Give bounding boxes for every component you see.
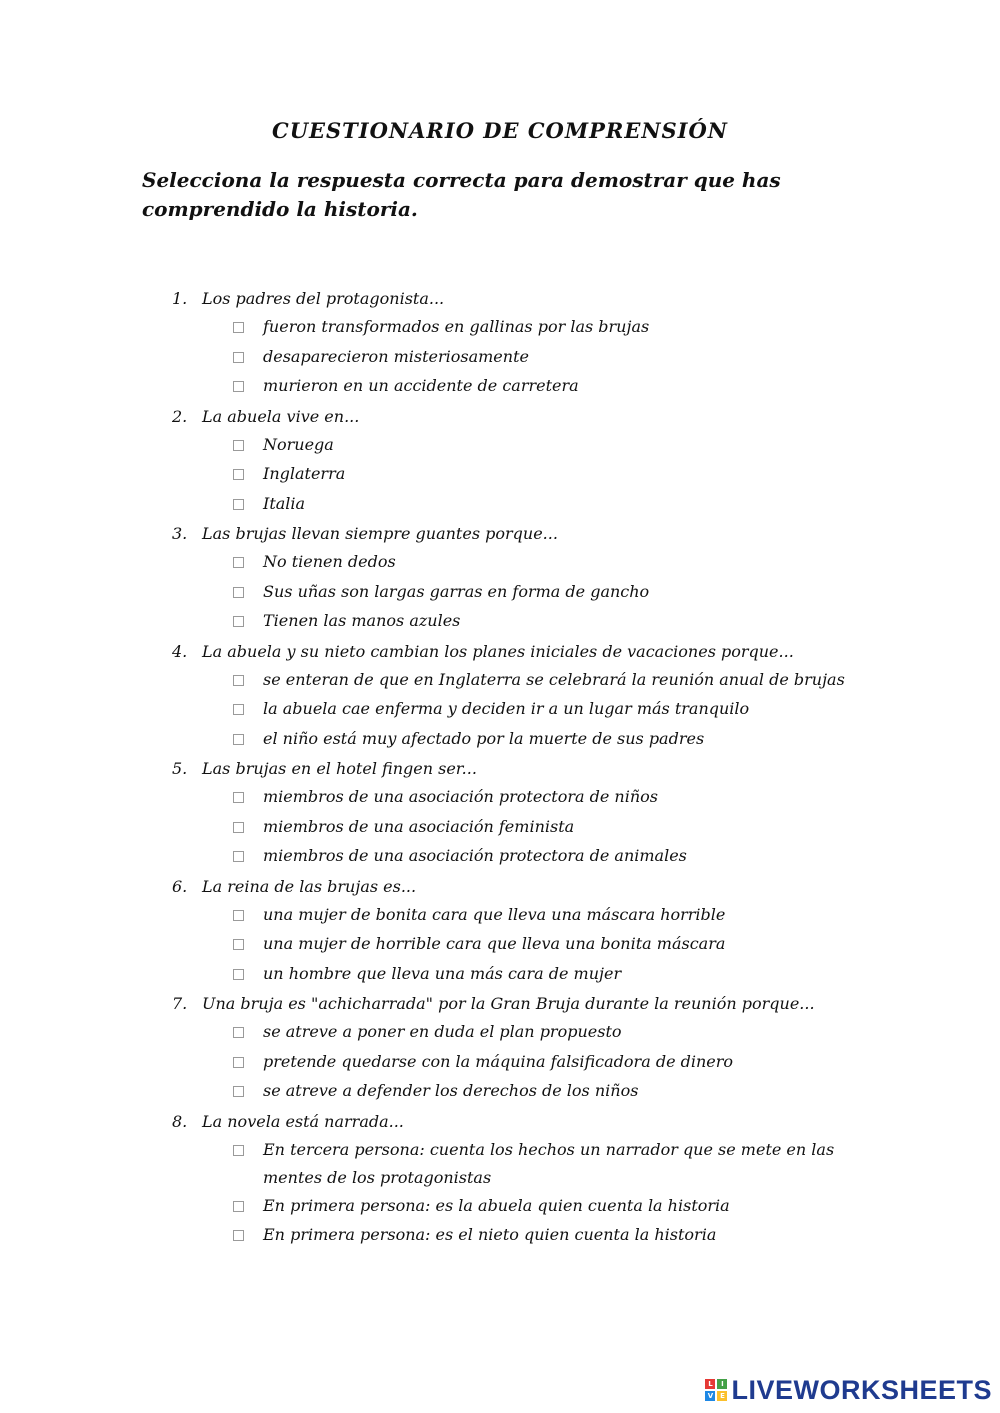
answer-option[interactable] bbox=[172, 372, 872, 402]
question-7 bbox=[172, 989, 872, 1107]
question-text: La abuela y su nieto cambian los planes iniciales de vacaciones porque... bbox=[202, 641, 794, 661]
checkbox-icon[interactable] bbox=[233, 822, 244, 833]
answer-option[interactable] bbox=[172, 1077, 872, 1107]
answer-option-label: miembros de una asociación protectora de niños bbox=[263, 787, 658, 806]
question-3 bbox=[172, 519, 872, 637]
checkbox-icon[interactable] bbox=[233, 1230, 244, 1241]
answer-option-label: murieron en un accidente de carretera bbox=[263, 376, 579, 395]
answer-option[interactable] bbox=[172, 1192, 872, 1222]
question-number: 8. bbox=[172, 1111, 188, 1131]
question-line bbox=[172, 519, 872, 548]
answer-option-label: pretende quedarse con la máquina falsificadora de dinero bbox=[263, 1051, 734, 1071]
checkbox-icon[interactable] bbox=[233, 616, 244, 627]
question-line bbox=[172, 872, 872, 901]
question-text: La abuela vive en... bbox=[202, 406, 360, 426]
answer-options bbox=[172, 666, 872, 755]
question-line bbox=[172, 989, 872, 1018]
answer-option-label: Tienen las manos azules bbox=[263, 611, 461, 630]
question-text: La reina de las brujas es... bbox=[202, 876, 417, 896]
checkbox-icon[interactable] bbox=[233, 910, 244, 921]
question-number: 1. bbox=[172, 289, 188, 308]
logo-blocks-icon bbox=[705, 1379, 727, 1401]
question-text: La novela está narrada... bbox=[202, 1111, 404, 1131]
answer-option[interactable] bbox=[172, 431, 872, 461]
checkbox-icon[interactable] bbox=[233, 851, 244, 862]
question-text: Los padres del protagonista... bbox=[202, 289, 445, 308]
question-text: Las brujas en el hotel fingen ser... bbox=[202, 759, 477, 778]
question-text: Una bruja es "achicharrada" por la Gran Bruja durante la reunión porque... bbox=[202, 994, 815, 1013]
checkbox-icon[interactable] bbox=[233, 704, 244, 715]
answer-option[interactable] bbox=[172, 548, 872, 578]
question-4 bbox=[172, 637, 872, 755]
answer-option-label: En primera persona: es el nieto quien cuenta la historia bbox=[263, 1225, 717, 1244]
checkbox-icon[interactable] bbox=[233, 969, 244, 980]
answer-option[interactable] bbox=[172, 1136, 872, 1192]
answer-option-label: el niño está muy afectado por la muerte de sus padres bbox=[263, 728, 705, 748]
checkbox-icon[interactable] bbox=[233, 381, 244, 392]
question-line bbox=[172, 402, 872, 431]
answer-option[interactable] bbox=[172, 725, 872, 755]
answer-option[interactable] bbox=[172, 842, 872, 872]
answer-options bbox=[172, 1136, 872, 1251]
question-number: 3. bbox=[172, 524, 188, 543]
question-number: 6. bbox=[172, 876, 188, 896]
answer-option-label: se atreve a defender los derechos de los niños bbox=[263, 1081, 639, 1100]
question-8 bbox=[172, 1107, 872, 1251]
answer-option[interactable] bbox=[172, 1018, 872, 1048]
checkbox-icon[interactable] bbox=[233, 939, 244, 950]
answer-option[interactable] bbox=[172, 1048, 872, 1078]
answer-option-label: una mujer de bonita cara que lleva una máscara horrible bbox=[263, 904, 726, 924]
answer-option-label: la abuela cae enferma y deciden ir a un lugar más tranquilo bbox=[263, 699, 750, 718]
answer-option[interactable] bbox=[172, 695, 872, 725]
checkbox-icon[interactable] bbox=[233, 675, 244, 686]
question-line bbox=[172, 637, 872, 666]
answer-option[interactable] bbox=[172, 460, 872, 490]
checkbox-icon[interactable] bbox=[233, 1086, 244, 1097]
answer-option-label: miembros de una asociación protectora de animales bbox=[263, 846, 687, 865]
answer-option[interactable] bbox=[172, 813, 872, 843]
question-line bbox=[172, 754, 872, 783]
answer-option-label: Sus uñas son largas garras en forma de gancho bbox=[263, 581, 650, 601]
checkbox-icon[interactable] bbox=[233, 734, 244, 745]
instructions-text: Selecciona la respuesta correcta para demostrar que has comprendido la historia. bbox=[142, 168, 781, 221]
checkbox-icon[interactable] bbox=[233, 1057, 244, 1068]
answer-option-label: se atreve a poner en duda el plan propuesto bbox=[263, 1022, 622, 1041]
answer-option[interactable] bbox=[172, 930, 872, 960]
question-1 bbox=[172, 284, 872, 402]
answer-option-label: En primera persona: es la abuela quien cuenta la historia bbox=[263, 1195, 730, 1215]
answer-options bbox=[172, 548, 872, 637]
question-number: 2. bbox=[172, 406, 188, 426]
answer-option-label: una mujer de horrible cara que lleva una bonita máscara bbox=[263, 934, 726, 953]
logo-letter-block: V bbox=[705, 1391, 715, 1401]
checkbox-icon[interactable] bbox=[233, 1027, 244, 1038]
checkbox-icon[interactable] bbox=[233, 440, 244, 451]
question-list bbox=[172, 284, 872, 1251]
checkbox-icon[interactable] bbox=[233, 352, 244, 363]
checkbox-icon[interactable] bbox=[233, 587, 244, 598]
answer-options bbox=[172, 901, 872, 990]
question-5 bbox=[172, 754, 872, 872]
answer-option-label: un hombre que lleva una más cara de mujer bbox=[263, 963, 622, 983]
answer-option-label: Italia bbox=[263, 493, 306, 513]
answer-option[interactable] bbox=[172, 783, 872, 813]
question-line bbox=[172, 284, 872, 313]
checkbox-icon[interactable] bbox=[233, 499, 244, 510]
question-number: 4. bbox=[172, 641, 188, 661]
answer-options bbox=[172, 1018, 872, 1107]
answer-option[interactable] bbox=[172, 490, 872, 520]
answer-option-label: No tienen dedos bbox=[263, 552, 396, 571]
logo-text: LIVEWORKSHEETS bbox=[731, 1374, 992, 1405]
question-line bbox=[172, 1107, 872, 1136]
liveworksheets-logo[interactable] bbox=[705, 1374, 992, 1405]
answer-options bbox=[172, 431, 872, 520]
answer-option[interactable] bbox=[172, 607, 872, 637]
question-number: 5. bbox=[172, 759, 188, 778]
answer-option-label: desaparecieron misteriosamente bbox=[263, 346, 529, 366]
checkbox-icon[interactable] bbox=[233, 322, 244, 333]
answer-option[interactable] bbox=[172, 343, 872, 373]
answer-option-label: Inglaterra bbox=[263, 464, 346, 483]
question-2 bbox=[172, 402, 872, 520]
logo-letter-block: L bbox=[705, 1379, 715, 1389]
logo-letter-block: I bbox=[717, 1379, 727, 1389]
answer-option-label: miembros de una asociación feminista bbox=[263, 816, 575, 836]
question-number: 7. bbox=[172, 994, 188, 1013]
answer-option-label: fueron transformados en gallinas por las brujas bbox=[263, 317, 650, 336]
answer-options bbox=[172, 313, 872, 402]
checkbox-icon[interactable] bbox=[233, 1145, 244, 1156]
answer-option-label: Noruega bbox=[263, 434, 334, 454]
answer-option[interactable] bbox=[172, 960, 872, 990]
answer-option-label: En tercera persona: cuenta los hechos un narrador que se mete en las mentes de los protagonistas bbox=[263, 1139, 835, 1187]
checkbox-icon[interactable] bbox=[233, 557, 244, 568]
checkbox-icon[interactable] bbox=[233, 792, 244, 803]
answer-option[interactable] bbox=[172, 1221, 872, 1251]
answer-option[interactable] bbox=[172, 578, 872, 608]
answer-option-label: se enteran de que en Inglaterra se celebrará la reunión anual de brujas bbox=[263, 669, 845, 689]
page-title: CUESTIONARIO DE COMPRENSIÓN bbox=[271, 118, 728, 143]
answer-options bbox=[172, 783, 872, 872]
checkbox-icon[interactable] bbox=[233, 1201, 244, 1212]
answer-option[interactable] bbox=[172, 901, 872, 931]
question-text: Las brujas llevan siempre guantes porque... bbox=[202, 524, 558, 543]
answer-option[interactable] bbox=[172, 313, 872, 343]
checkbox-icon[interactable] bbox=[233, 469, 244, 480]
logo-letter-block: E bbox=[717, 1391, 727, 1401]
answer-option[interactable] bbox=[172, 666, 872, 696]
question-6 bbox=[172, 872, 872, 990]
